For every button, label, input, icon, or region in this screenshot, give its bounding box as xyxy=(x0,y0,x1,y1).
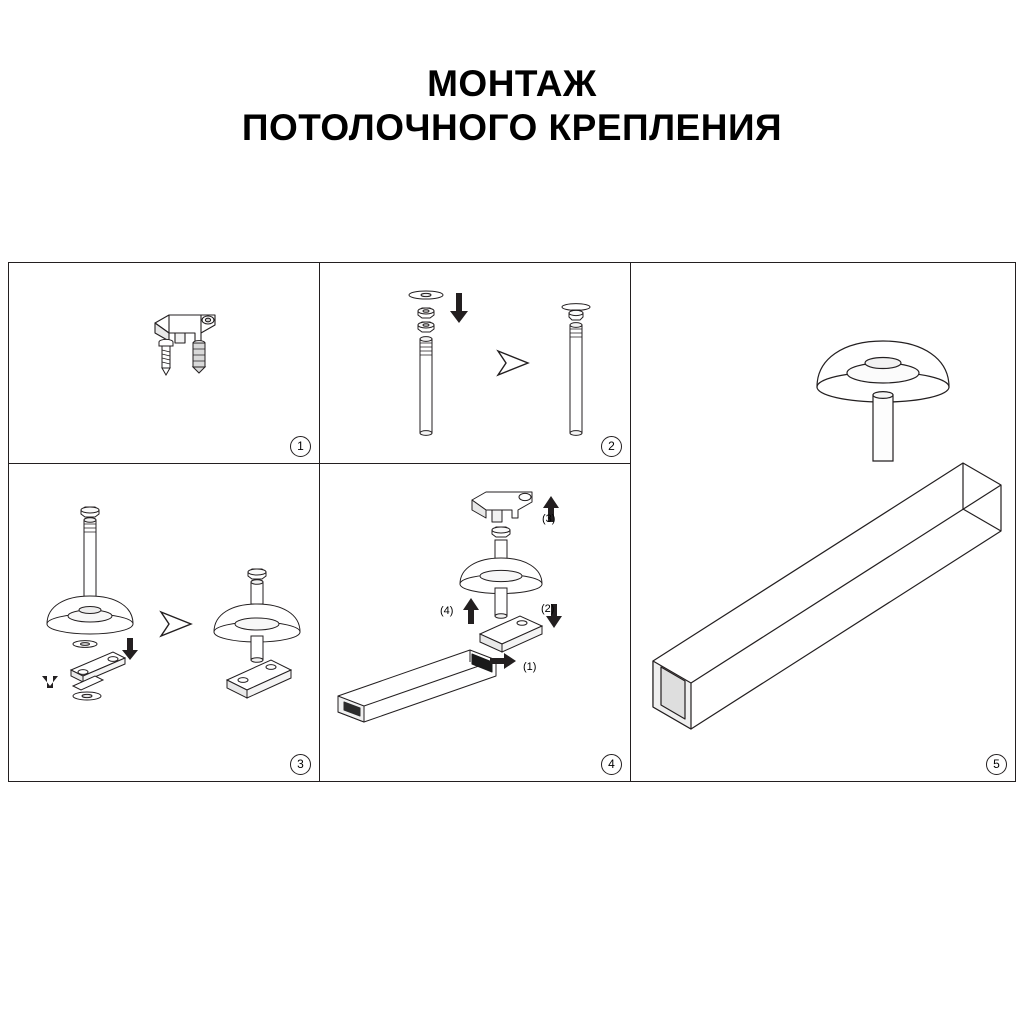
callout-3: (3) xyxy=(542,513,556,525)
page-title xyxy=(0,62,1024,150)
panel-5-illustration xyxy=(631,263,1015,781)
panel-step-5 xyxy=(630,262,1016,782)
title-line-1: МОНТАЖ xyxy=(427,63,597,104)
title-line-2: ПОТОЛОЧНОГО КРЕПЛЕНИЯ xyxy=(241,107,783,148)
panel-4-illustration xyxy=(320,464,630,781)
step-badge-1: 1 xyxy=(290,436,311,457)
step-badge-5: 5 xyxy=(986,754,1007,775)
panel-1-illustration xyxy=(9,263,319,463)
panel-step-4 xyxy=(319,463,631,782)
step-badge-3: 3 xyxy=(290,754,311,775)
panel-3-illustration xyxy=(9,464,319,781)
panel-step-1 xyxy=(8,262,320,464)
panel-step-3 xyxy=(8,463,320,782)
panel-step-2 xyxy=(319,262,631,464)
callout-1: (1) xyxy=(523,661,537,673)
callout-4: (4) xyxy=(440,605,454,617)
callout-2: (2) xyxy=(541,603,555,615)
step-badge-4: 4 xyxy=(601,754,622,775)
step-badge-2: 2 xyxy=(601,436,622,457)
panel-2-illustration xyxy=(320,263,630,463)
assembly-diagram xyxy=(8,262,1016,782)
